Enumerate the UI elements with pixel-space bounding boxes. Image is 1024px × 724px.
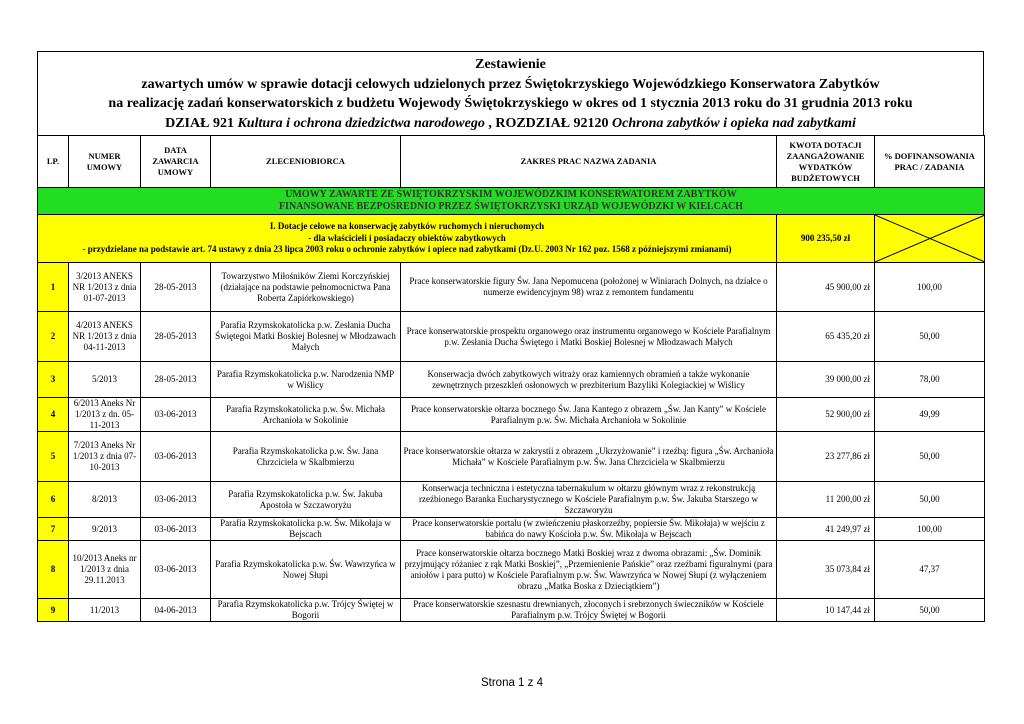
cell-numer: 5/2013: [69, 362, 141, 398]
green-band-line-1: UMOWY ZAWARTE ZE ŚWIĘTOKRZYSKIM WOJEWÓDZKIM KONSERWATOREM ZABYTKÓW: [285, 189, 737, 200]
cell-zleceniobiorca: Towarzystwo Miłośników Ziemi Korczyńskiej (działające na podstawie pełnomocnictwa Pana Roberta Zapiórkowskiego): [211, 263, 401, 312]
cell-zleceniobiorca: Parafia Rzymskokatolicka p.w. Św. Jakuba Apostoła w Szczaworyżu: [211, 482, 401, 518]
cell-zakres: Prace konserwatorskie ołtarza w zakrystii z obrazem „Ukrzyżowanie” i rzeźbą: figura „Św. Archanioła Michała” w Kościele Parafialnym p.w. Św. Jana Chrzciciela w Skalbmierzu: [401, 432, 777, 482]
cell-numer: 9/2013: [69, 518, 141, 541]
cell-numer: 7/2013 Aneks Nr 1/2013 z dnia 07-10-2013: [69, 432, 141, 482]
section-row: [38, 215, 985, 263]
title-rozdzial-name: Ochrona zabytków i opieka nad zabytkami: [612, 115, 856, 131]
cell-zakres: Prace konserwatorskie figury Św. Jana Nepomucena (położonej w Winiarach Dolnych, na działce o numerze ewidencyjnym 98) wraz z remontem fundamentu: [401, 263, 777, 312]
title-line-1: Zestawienie: [475, 57, 546, 72]
cell-procent: 47,37: [875, 541, 985, 599]
cell-lp: 1: [38, 263, 69, 312]
section-line-3: - przydzielane na podstawie art. 74 ustawy z dnia 23 lipca 2003 roku o ochronie zabytków i opiece nad zabytkami (Dz.U. 2003 Nr 162 poz. 1568 z późniejszymi zmianami): [82, 244, 732, 255]
cell-procent: 49,99: [875, 398, 985, 432]
cell-lp: 2: [38, 312, 69, 362]
cell-procent: 50,00: [875, 432, 985, 482]
table-row: [38, 398, 985, 432]
section-line-1: I. Dotacje celowe na konserwację zabytków ruchomych i nieruchomych: [269, 221, 545, 232]
title-line-2: zawartych umów w sprawie dotacji celowych udzielonych przez Świętokrzyskiego Wojewódzkiego Konserwatora Zabytków: [141, 76, 880, 92]
cell-kwota: 23 277,86 zł: [777, 432, 875, 482]
cell-kwota: 41 249,97 zł: [777, 518, 875, 541]
header-data: DATA ZAWARCIA UMOWY: [141, 136, 211, 188]
contracts-table: [37, 135, 985, 622]
header-row: [38, 136, 985, 188]
cell-kwota: 11 200,00 zł: [777, 482, 875, 518]
cell-numer: 6/2013 Aneks Nr 1/2013 z dn. 05-11-2013: [69, 398, 141, 432]
cell-kwota: 45 900,00 zł: [777, 263, 875, 312]
section-line-2: - dla właścicieli i posiadaczy obiektów zabytkowych: [308, 232, 506, 243]
cell-zakres: Konserwacja techniczna i estetyczna tabernakulum w ołtarzu głównym wraz z rekonstrukcją rzeźbionego Baranka Eucharystycznego w Kościele Parafialnym p.w. Św. Jakuba Starszego w Szczaworyżu: [401, 482, 777, 518]
cell-lp: 6: [38, 482, 69, 518]
table-row: [38, 263, 985, 312]
header-procent: % DOFINANSOWANIA PRAC / ZADANIA: [875, 136, 985, 188]
cell-data: 28-05-2013: [141, 263, 211, 312]
header-numer: NUMER UMOWY: [69, 136, 141, 188]
cell-procent: 78,00: [875, 362, 985, 398]
table-row: [38, 432, 985, 482]
cell-zleceniobiorca: Parafia Rzymskokatolicka p.w. Św. Mikołaja w Bejscach: [211, 518, 401, 541]
cell-zakres: Prace konserwatorskie ołtarza bocznego Św. Jana Kantego z obrazem „Św. Jan Kanty” w Kościele Parafialnym p.w. Św. Michała Archanioła w Sokolinie: [401, 398, 777, 432]
document-title: [37, 51, 984, 135]
cell-data: 04-06-2013: [141, 599, 211, 622]
cell-numer: 3/2013 ANEKS NR 1/2013 z dnia 01-07-2013: [69, 263, 141, 312]
green-band-row: [38, 188, 985, 215]
cell-kwota: 65 435,20 zł: [777, 312, 875, 362]
cell-data: 03-06-2013: [141, 432, 211, 482]
cross-lines-icon: [875, 215, 985, 262]
cell-kwota: 52 900,00 zł: [777, 398, 875, 432]
cell-numer: 10/2013 Aneks nr 1/2013 z dnia 29.11.2013: [69, 541, 141, 599]
cell-data: 28-05-2013: [141, 362, 211, 398]
cell-zleceniobiorca: Parafia Rzymskokatolicka p.w. Zesłania Ducha Świętegoi Matki Boskiej Bolesnej w Młodzawach Małych: [211, 312, 401, 362]
title-line-4: [38, 114, 983, 134]
header-zleceniobiorca: ZLECENIOBIORCA: [211, 136, 401, 188]
cell-lp: 8: [38, 541, 69, 599]
cell-zleceniobiorca: Parafia Rzymskokatolicka p.w. Św. Wawrzyńca w Nowej Słupi: [211, 541, 401, 599]
cell-zleceniobiorca: Parafia Rzymskokatolicka p.w. Św. Jana Chrzciciela w Skalbmierzu: [211, 432, 401, 482]
cell-kwota: 35 073,84 zł: [777, 541, 875, 599]
table-row: [38, 541, 985, 599]
cell-procent: 100,00: [875, 263, 985, 312]
green-band: [38, 188, 985, 215]
cell-numer: 4/2013 ANEKS NR 1/2013 z dnia 04-11-2013: [69, 312, 141, 362]
cell-zakres: Prace konserwatorskie portalu (w zwieńczeniu płaskorzeźby, popiersie Św. Mikołaja) w wejściu z babińca do nawy Kościoła p.w. Św. Mikołaja w Bejscach: [401, 518, 777, 541]
cell-zleceniobiorca: Parafia Rzymskokatolicka p.w. Narodzenia NMP w Wiślicy: [211, 362, 401, 398]
cell-data: 03-06-2013: [141, 398, 211, 432]
cell-lp: 9: [38, 599, 69, 622]
table-row: [38, 518, 985, 541]
title-line-3: na realizację zadań konserwatorskich z budżetu Wojewody Świętokrzyskiego w okres od 1 stycznia 2013 roku do 31 grudnia 2013 roku: [108, 96, 913, 111]
table-row: [38, 482, 985, 518]
page-footer: Strona 1 z 4: [480, 677, 543, 689]
cell-data: 03-06-2013: [141, 541, 211, 599]
header-lp: LP.: [38, 136, 69, 188]
cell-procent: 50,00: [875, 312, 985, 362]
cell-zleceniobiorca: Parafia Rzymskokatolicka p.w. Trójcy Świętej w Bogorii: [211, 599, 401, 622]
cell-data: 28-05-2013: [141, 312, 211, 362]
table-row: [38, 362, 985, 398]
cell-procent: 50,00: [875, 599, 985, 622]
table-row: [38, 599, 985, 622]
cell-kwota: 10 147,44 zł: [777, 599, 875, 622]
title-dzial: DZIAŁ 921: [165, 115, 238, 131]
section-description: [38, 215, 777, 263]
cell-numer: 11/2013: [69, 599, 141, 622]
cell-data: 03-06-2013: [141, 482, 211, 518]
section-amount: 900 235,50 zł: [777, 215, 875, 263]
header-zakres: ZAKRES PRAC NAZWA ZADANIA: [401, 136, 777, 188]
cell-zakres: Konserwacja dwóch zabytkowych witraży oraz kamiennych obramień a także wykonanie zewnętrznych przeszkleń osłonowych w prezbiterium Bazyliki Kolegiackiej w Wiślicy: [401, 362, 777, 398]
contracts-rows: [38, 263, 985, 622]
document-sheet: [37, 51, 984, 622]
cell-zakres: Prace konserwatorskie ołtarza bocznego Matki Boskiej wraz z dwoma obrazami: „Św. Dominik przyjmujący różaniec z rąk Matki Boskiej”, „Przemienienie Pańskie” oraz rzeźbami figuralnymi (para aniołów i para putto) w Kościele Parafialnym p.w. Św. Wawrzyńca w Nowej Słupi (z wyłączeniem obrazu „Matka Boska z Dzieciątkiem”): [401, 541, 777, 599]
cell-zakres: Prace konserwatorskie prospektu organowego oraz instrumentu organowego w Kościele Parafialnym p.w. Zesłania Ducha Świętego i Matki Boskiej Bolesnej w Młodzawach Małych: [401, 312, 777, 362]
title-rozdzial: , ROZDZIAŁ 92120: [484, 115, 613, 131]
section-crossed-cell: [875, 215, 985, 263]
cell-lp: 5: [38, 432, 69, 482]
cell-data: 03-06-2013: [141, 518, 211, 541]
cell-zleceniobiorca: Parafia Rzymskokatolicka p.w. Św. Michała Archanioła w Sokolinie: [211, 398, 401, 432]
cell-procent: 100,00: [875, 518, 985, 541]
header-kwota: KWOTA DOTACJI ZAANGAŻOWANIE WYDATKÓW BUDŻETOWYCH: [777, 136, 875, 188]
cell-zakres: Prace konserwatorskie szesnastu drewnianych, złoconych i srebrzonych świeczników w Kościele Parafialnym p.w. Trójcy Świętej w Bogorii: [401, 599, 777, 622]
cell-numer: 8/2013: [69, 482, 141, 518]
cell-lp: 4: [38, 398, 69, 432]
cell-kwota: 39 000,00 zł: [777, 362, 875, 398]
title-dzial-name: Kultura i ochrona dziedzictwa narodowego: [237, 115, 485, 131]
green-band-line-2: FINANSOWANE BEZPOŚREDNIO PRZEZ ŚWIĘTOKRZYSKI URZĄD WOJEWÓDZKI W KIELCACH: [278, 201, 744, 212]
cell-lp: 7: [38, 518, 69, 541]
cell-lp: 3: [38, 362, 69, 398]
cell-procent: 50,00: [875, 482, 985, 518]
table-row: [38, 312, 985, 362]
